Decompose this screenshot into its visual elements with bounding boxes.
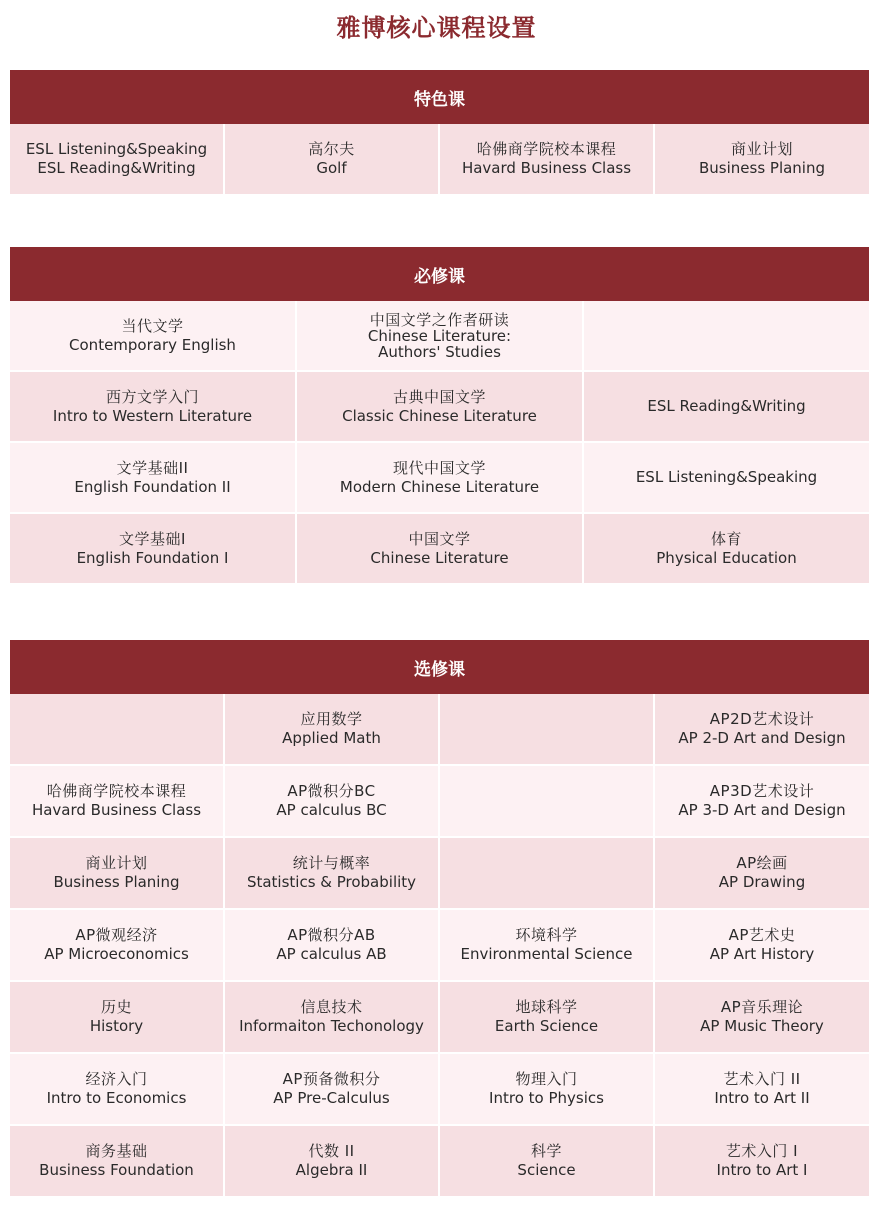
course-zh: 艺术入门 II [723, 1070, 801, 1088]
course-cell [297, 514, 584, 585]
course-zh: AP预备微积分 [282, 1070, 381, 1088]
course-en: AP 2-D Art and Design [678, 729, 846, 747]
empty-cell [10, 694, 225, 766]
course-cell [655, 694, 869, 766]
course-zh: 哈佛商学院校本课程 [46, 782, 187, 800]
course-zh: 信息技术 [300, 998, 363, 1016]
course-en: Contemporary English [69, 335, 236, 354]
course-zh: AP绘画 [736, 854, 788, 872]
course-en: Business Planing [53, 873, 180, 891]
required-courses-section [10, 247, 869, 585]
section-heading: 选修课 [10, 640, 869, 694]
course-cell [225, 838, 440, 910]
course-en: Physical Education [656, 548, 797, 567]
course-cell [440, 982, 655, 1054]
course-cell [225, 1126, 440, 1198]
course-cell [10, 910, 225, 982]
course-zh: AP微观经济 [75, 926, 158, 944]
course-en: ESL Reading&Writing [647, 397, 806, 415]
required-courses-table [10, 301, 869, 585]
course-zh: 代数 II [308, 1142, 355, 1160]
course-en: Modern Chinese Literature [339, 477, 540, 496]
course-en: Business Foundation [39, 1161, 194, 1179]
course-cell [10, 514, 297, 585]
course-en: Havard Business Class [461, 159, 632, 177]
course-en: Informaiton Techonology [239, 1017, 424, 1035]
course-zh: 西方文学入门 [105, 387, 199, 406]
course-cell [10, 124, 225, 196]
course-zh: 地球科学 [515, 998, 578, 1016]
course-en: Business Planing [698, 159, 826, 177]
course-zh: 环境科学 [515, 926, 578, 944]
course-zh: 商业计划 [730, 140, 793, 158]
course-en: AP calculus BC [276, 801, 387, 819]
course-cell [10, 1054, 225, 1126]
course-cell [225, 982, 440, 1054]
course-en: Intro to Art II [714, 1089, 810, 1107]
course-zh: 物理入门 [515, 1070, 578, 1088]
course-en: Classic Chinese Literature [342, 406, 537, 425]
course-line-1: ESL Listening&Speaking [25, 140, 208, 158]
course-zh: 高尔夫 [308, 140, 355, 158]
course-en: AP 3-D Art and Design [678, 801, 846, 819]
course-en: Chinese Literature: [367, 326, 512, 345]
course-cell [440, 124, 655, 196]
course-cell [655, 1126, 869, 1198]
course-cell [225, 694, 440, 766]
course-zh: 文学基础II [116, 458, 189, 477]
course-cell [584, 372, 869, 443]
course-zh: 商业计划 [85, 854, 148, 872]
course-zh: 文学基础I [119, 529, 186, 548]
course-cell [225, 124, 440, 196]
course-cell [297, 372, 584, 443]
course-zh: 历史 [100, 998, 132, 1016]
course-zh: 中国文学之作者研读 [369, 310, 510, 329]
course-zh: 统计与概率 [292, 854, 371, 872]
course-cell [440, 910, 655, 982]
course-zh: AP微积分AB [287, 926, 376, 944]
course-zh: 哈佛商学院校本课程 [476, 140, 617, 158]
course-cell [225, 1054, 440, 1126]
course-en: Statistics & Probability [246, 873, 417, 891]
course-en: English Foundation I [76, 548, 229, 567]
section-heading: 特色课 [10, 70, 869, 124]
course-cell [225, 910, 440, 982]
course-zh: 中国文学 [408, 529, 471, 548]
course-zh: 科学 [530, 1142, 562, 1160]
course-en: Intro to Physics [489, 1089, 604, 1107]
course-en: AP Pre-Calculus [273, 1089, 390, 1107]
course-line-2: ESL Reading&Writing [37, 159, 196, 177]
course-en: Science [517, 1161, 576, 1179]
course-cell [440, 1054, 655, 1126]
elective-courses-table [10, 694, 869, 1198]
course-en: Intro to Western Literature [52, 406, 253, 425]
course-zh: 艺术入门 I [725, 1142, 799, 1160]
course-zh: AP微积分BC [287, 782, 376, 800]
course-cell [10, 1126, 225, 1198]
course-cell [655, 124, 869, 196]
course-zh: AP3D艺术设计 [709, 782, 815, 800]
course-cell [297, 443, 584, 514]
course-en: Algebra II [295, 1161, 368, 1179]
course-zh: AP艺术史 [728, 926, 796, 944]
course-zh: 应用数学 [300, 710, 363, 728]
featured-courses-section [10, 70, 869, 196]
course-zh: 经济入门 [85, 1070, 148, 1088]
course-cell [225, 766, 440, 838]
empty-cell [440, 694, 655, 766]
course-en: English Foundation II [74, 477, 231, 496]
course-en: Intro to Economics [46, 1089, 187, 1107]
course-en-line-2: Authors' Studies [378, 342, 501, 361]
section-heading: 必修课 [10, 247, 869, 301]
course-en: AP calculus AB [276, 945, 387, 963]
course-en: History [89, 1017, 144, 1035]
course-cell [655, 982, 869, 1054]
empty-cell [440, 838, 655, 910]
page-title: 雅博核心课程设置 [336, 14, 537, 42]
course-zh: 当代文学 [121, 316, 184, 335]
course-en: Earth Science [494, 1017, 599, 1035]
course-zh: 古典中国文学 [392, 387, 486, 406]
course-cell [440, 1126, 655, 1198]
course-cell [10, 982, 225, 1054]
course-en: Environmental Science [460, 945, 633, 963]
course-cell [655, 838, 869, 910]
featured-courses-table [10, 124, 869, 196]
course-en: Golf [316, 159, 347, 177]
course-zh: 现代中国文学 [392, 458, 486, 477]
elective-courses-section [10, 640, 869, 1198]
course-cell [10, 766, 225, 838]
course-en: AP Music Theory [700, 1017, 824, 1035]
empty-cell [440, 766, 655, 838]
course-cell [655, 1054, 869, 1126]
course-zh: AP音乐理论 [720, 998, 804, 1016]
course-cell [584, 514, 869, 585]
course-cell [297, 301, 584, 372]
course-en: Applied Math [282, 729, 381, 747]
course-cell [10, 372, 297, 443]
course-en: AP Microeconomics [44, 945, 189, 963]
course-cell [584, 443, 869, 514]
course-cell [655, 910, 869, 982]
course-en: Havard Business Class [31, 801, 202, 819]
course-zh: 商务基础 [85, 1142, 148, 1160]
empty-cell [584, 301, 869, 372]
course-en: AP Art History [709, 945, 815, 963]
course-cell [10, 838, 225, 910]
course-zh: AP2D艺术设计 [709, 710, 815, 728]
course-cell [10, 443, 297, 514]
course-cell [10, 301, 297, 372]
course-cell [655, 766, 869, 838]
course-en: AP Drawing [718, 873, 806, 891]
course-en: Intro to Art I [716, 1161, 808, 1179]
course-zh: 体育 [710, 529, 742, 548]
course-en: ESL Listening&Speaking [635, 468, 818, 486]
course-en: Chinese Literature [370, 548, 509, 567]
